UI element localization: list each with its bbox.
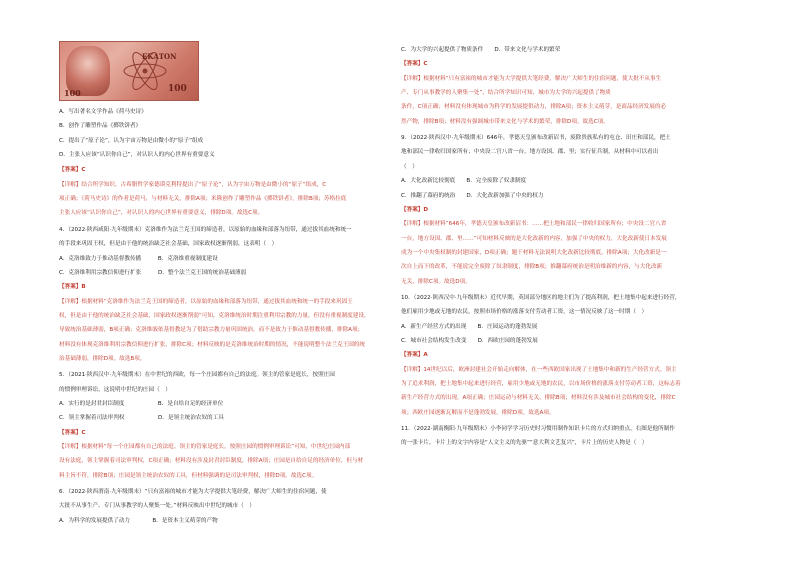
question-line: A．大化改新比较彻底 B．完全废除了奴隶制度 [401,178,527,185]
answer-line: 【答案】B [59,284,86,291]
question-line: 的一张卡片，卡片上的文字内容是“人文主义的先驱”“意大利文艺复兴”，卡片上的历史人物是（ ） [401,440,648,447]
question-line: A．实行的是封君封臣制度 B．是自给自足的经济单位 [59,401,224,407]
explanation-line: 条件，C项正确；材料没有体现城市为科学的发展提供动力，排除A项；资本主义萌芽，是商品经济发展的必 [401,104,667,111]
question-line: C．提出了“原子论”，认为宇宙万物是由微小的“原子”组成 [59,137,204,144]
banknote-denomination: 100 [168,84,187,94]
banknote-image [59,41,199,101]
explanation-line: 【详解】结合所学知识，古希腊哲学家德谟克利特提出了“原子论”，认为宇宙万物是由微小的“原子”组成，C [59,181,327,188]
explanation-line: 产、专门从事教学的人聚集一处”，结合所学知识可知，城市为大学的兴起提供了物质 [401,90,611,97]
answer-line: 【答案】C [59,429,86,436]
question-line: A．克洛维致力于推动基督教传播 B．克洛维重视制度建设 [59,255,218,262]
question-line: 的手段来巩固王权，但是由于他的统治缺乏社会基础，国家政权逐渐削弱，这表明（ ） [59,241,278,248]
question-line: C．城市社会结构发生改变 D．西欧庄园的蓬勃发展 [401,338,538,344]
explanation-line: 导致统治基础薄弱，B项正确；克洛维皈依基督教是为了借助宗教力量巩固统治，而不是致力于推动基督教传播，排除A项； [59,327,364,334]
question-line: C．领主掌握着司法审判权 D．是领主统治农奴的工具 [59,415,224,422]
answer-line: 【答案】C [59,167,86,174]
question-line: 9．（2022·陕西汉中·九年级期末）646年，孝德天皇颁布改新诏书，废除贵族私有的屯仓、田庄和部民，把土 [401,135,671,142]
question-line: 11．（2022·湖南衡阳·九年级期末）小李同学学习历史时习惯用制作知识卡片的方式归纳重点，右图是他所制作 [401,426,675,433]
explanation-line: 新生产经营方式的出现，A项正确；庄园运动与材料无关，排除B项；材料没有涉及城市社会结构的变化，排除C [401,395,676,402]
explanation-line: 主张人应该“认识你自己”，对认识人的内心世界有重要意义，排除D项。故选C项。 [59,210,264,217]
question-line: A．新生产经营方式的出现 B．庄园运动的蓬勃发展 [401,323,538,330]
question-line: 的惯例审理诉讼，这说明中世纪的庄园（ ） [59,386,171,393]
explanation-line: 为了追求利润，把土地集中起来进行经营，雇用少地或无地的农民，以市场价格的涨落支付劳动者工资，这标志着 [401,381,681,388]
explanation-line: 无关，排除C项。故选D项。 [401,278,471,285]
explanation-line: 【详解】14世纪以后，欧洲封建社会开始走向解体，在一些西欧国家出现了土地集中和新的生产经营方式。领主 [401,366,677,373]
explanation-line: 成为一个中央集权制的封建国家，D项正确；题干材料无法说明大化改新比较彻底，排除A项；大化改新是一 [401,249,667,256]
explanation-line: 【详解】根据材料“每一个庄园都有自己的法庭。领主的管家是庭长，按照庄园的惯例审理诉讼”可知，中世纪庄园内部 [59,444,351,451]
question-line: 5．（2021·陕西汉中·九年级期末）在中世纪的西欧，每一个庄园都有自己的法庭。领主的管家是庭长，按照庄园 [59,372,335,379]
question-line: A．为科学的发展提供了动力 B．是资本主义萌芽的产物 [59,517,218,524]
question-line: A．写出著名文学作品《荷马史诗》 [59,109,147,115]
explanation-line: 项正确；《荷马史诗》的作者是荷马，与材料无关，排除A项；米隆创作了雕塑作品《掷铁饼者》，排除B项；苏格拉底 [59,196,347,203]
answer-line: 【答案】D [401,206,429,213]
explanation-line: 权，但是由于他的统治缺乏社会基础，国家政权逐渐削弱”可知，克洛维统治时期注重利用宗教的力量，但没有重视制度建设， [59,312,370,319]
banknote-label: ΕΚΑΤΟΝ [142,52,177,61]
explanation-line: 设有法庭，领主掌握着司法审判权，C项正确；材料没有涉及封君封臣制度，排除A项；庄园是自给自足的经济单位，但与材 [59,458,364,465]
question-line: C．为大学的兴起提供了物质条件 D．带来文化与学术的繁荣 [401,47,561,53]
explanation-line: 治基础薄弱，排除D项。故选B项。 [59,355,146,362]
question-line: 4．（2022·陕西咸阳·九年级期末）克洛维作为法兰克王国的缔造者，以原始的血缘和部落为纽带，通过拔其血统和统一 [59,226,352,233]
explanation-line: 【详解】根据材料“646年，孝德天皇颁布改新诏书：……把土地和部民一律收归国家所有；中央设二官八省 [401,221,667,228]
banknote-denomination-corner: 100 [64,88,81,98]
question-line: 6．（2022·陕西渭南·九年级期末）“只有富裕的城市才能为大学提供大笔经费，解决广大师生的住宿问题，使 [59,489,327,496]
explanation-line: 然产物，排除B项；材料没有强调城市带来文化与学术的繁荣，排除D项。故选C项。 [401,118,609,125]
question-line: 他们雇用少地或无地的农民，按照市场价格的涨落支付劳动者工资。这一情况反映了这一时期（ ） [401,309,648,316]
explanation-line: 料主旨不符，排除B项；庄园是领主统治农奴的工具，但材料强调的是司法审判权，排除D项。故选C项。 [59,472,318,479]
explanation-line: 项；西欧庄园逐渐瓦解而不是蓬勃发展，排除D项。故选A项。 [401,409,555,416]
answer-line: 【答案】C [401,61,428,68]
question-line: C．克洛维利用宗教信仰进行扩张 D．整个法兰克王国的统治基础薄弱 [59,269,247,276]
explanation-line: 次自上而下的改革，不能说完全废除了奴隶制度，排除B项；推翻幕府统治是明治维新的内容，与大化改新 [401,264,663,271]
question-line: C．推翻了幕府的统治 D．大化改新加强了中央的权力 [401,192,544,199]
question-line: 大批不从事生产、专门从事教学的人聚集一处。”材料反映出中世纪的城市（ ） [59,503,255,510]
explanation-line: 一台，地方设国、郡、里……”可知材料反映的是大化改新的内容，加强了中央的权力，大化改新使日本发展 [401,235,667,242]
explanation-line: 【详解】根据材料“只有富裕的城市才能为大学提供大笔经费，解决广大师生的住宿问题，使大批不从事生 [401,75,662,82]
question-line: 10．（2022·陕西汉中·九年级期末）近代早期，英国部分地区的地主们为了提高利润，把土地集中起来进行经营， [401,294,681,301]
question-line: （ ） [401,163,418,170]
question-line: 地和部民一律收归国家所有；中央设二官八省一台，地方设国、郡、里；实行征兵制。从材料中可以看出 [401,149,659,156]
question-line: B．创作了雕塑作品《掷铁饼者》 [59,123,142,130]
explanation-line: 材料没有体现克洛维利用宗教信仰进行扩张，排除C项；材料反映的是克洛维统治时期的情况，不能说明整个法兰克王国的统 [59,341,365,348]
answer-line: 【答案】A [401,352,428,359]
explanation-line: 【详解】根据材料“克洛维作为法兰克王国的缔造者，以原始的血缘和部落为纽带，通过拔其血统和统一的手段来巩固王 [59,298,353,305]
question-line: D．主张人应该“认识你自己”，对认识人的内心世界有重要意义 [59,152,215,159]
